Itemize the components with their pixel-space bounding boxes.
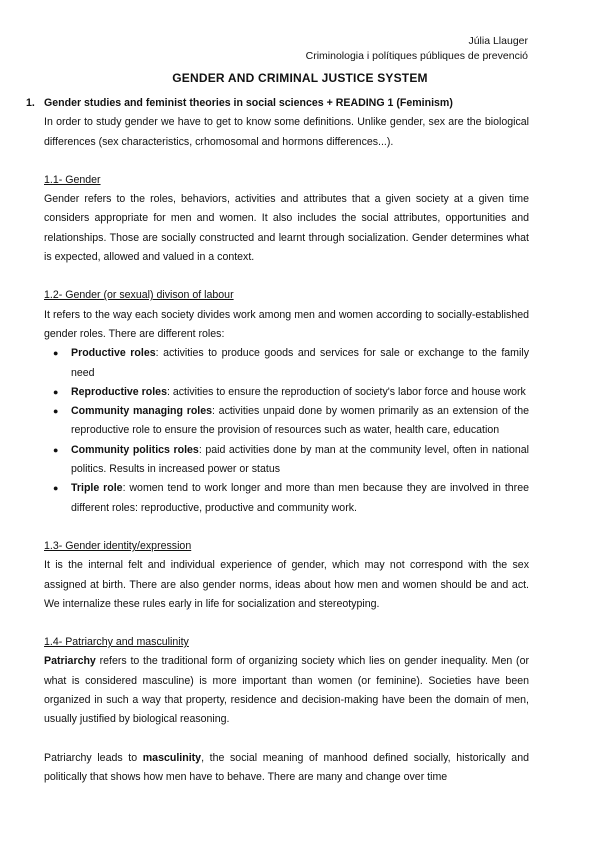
role-description: : activities to ensure the reproduction of society's labor force and house work [166,385,526,398]
author-name: Júlia Llauger [468,35,528,47]
role-description: : activities unpaid done by women primarily as an extension of the reproductive role to ensure the provision of resources such as water, health care, education [71,405,529,437]
bullet-icon: ● [53,406,59,417]
roles-list [26,344,529,518]
bullet-icon: ● [53,348,59,359]
subsection-identity-heading: 1.3- Gender identity/expression [44,539,192,552]
subsection-gender-heading: 1.1- Gender [44,173,101,186]
role-term: Productive roles [71,347,156,360]
masculinity-lead: Patriarchy leads to [44,751,143,764]
section-number: 1. [26,97,35,109]
list-item [26,479,529,518]
subsection-division-text: It refers to the way each society divides work among men and women according to socially-established gender roles. There are different roles: [44,308,529,340]
patriarchy-paragraph-1 [26,652,529,729]
role-term: Reproductive roles [71,385,167,398]
subsection-gender-text: Gender refers to the roles, behaviors, activities and attributes that a given society at a given time considers appropriate for men and women. It also includes the social attributes, opportunities and relationships. Those are socially constructed and learnt through socialization. Gender determines what is expected, allowed and valued in a context. [44,193,529,264]
masculinity-term: masculinity [142,751,202,764]
section-1-heading [26,94,529,113]
subsection-patriarchy-heading: 1.4- Patriarchy and masculinity [44,636,189,649]
bullet-icon: ● [53,483,59,494]
course-name: Criminologia i polítiques públiques de prevenció [305,50,528,62]
role-term: Community managing roles [71,405,213,418]
section-title: Gender studies and feminist theories in social sciences + READING 1 (Feminism) [44,97,453,109]
masculinity-definition: , the social meaning of manhood defined socially, historically and politically that shows how men have to behave. There are many and change over time [44,751,529,783]
role-term: Triple role [71,482,123,495]
list-item [26,441,529,480]
page-header [306,34,528,64]
role-description: : paid activities done by man at the community level, often in national politics. Results in increased power or status [71,443,529,476]
bullet-icon: ● [53,386,59,397]
subsection-division-heading: 1.2- Gender (or sexual) divison of labour [44,289,234,302]
patriarchy-definition: refers to the traditional form of organizing society which lies on gender inequality. Men (or what is considered masculine) is more important than women (or feminine). Societies have been organized in such a way that property, residence and decision-making have been the domain of men, usually justified by biological reasoning. [44,655,529,726]
role-term: Community politics roles [71,443,199,456]
list-item [26,402,529,441]
document-title: GENDER AND CRIMINAL JUSTICE SYSTEM [172,71,428,85]
document-body [26,94,529,787]
list-item [26,344,529,383]
section-1-intro: In order to study gender we have to get to know some definitions. Unlike gender, sex are the biological differences (sex characteristics, crhomosomal and hormons differences...). [44,116,529,148]
role-description: : women tend to work longer and more than men because they are involved in three different roles: reproductive, productive and community work. [71,482,529,514]
patriarchy-paragraph-2 [26,749,529,788]
bullet-icon: ● [53,444,59,455]
list-item [26,383,529,402]
role-description: : activities to produce goods and services for sale or exchange to the family need [71,347,529,379]
subsection-identity-text: It is the internal felt and individual experience of gender, which may not correspond with the sex assigned at birth. There are also gender norms, ideas about how men and women should be and act. We internalize these rules early in life for socialization and stereotyping. [44,559,529,610]
patriarchy-term: Patriarchy [44,655,96,668]
